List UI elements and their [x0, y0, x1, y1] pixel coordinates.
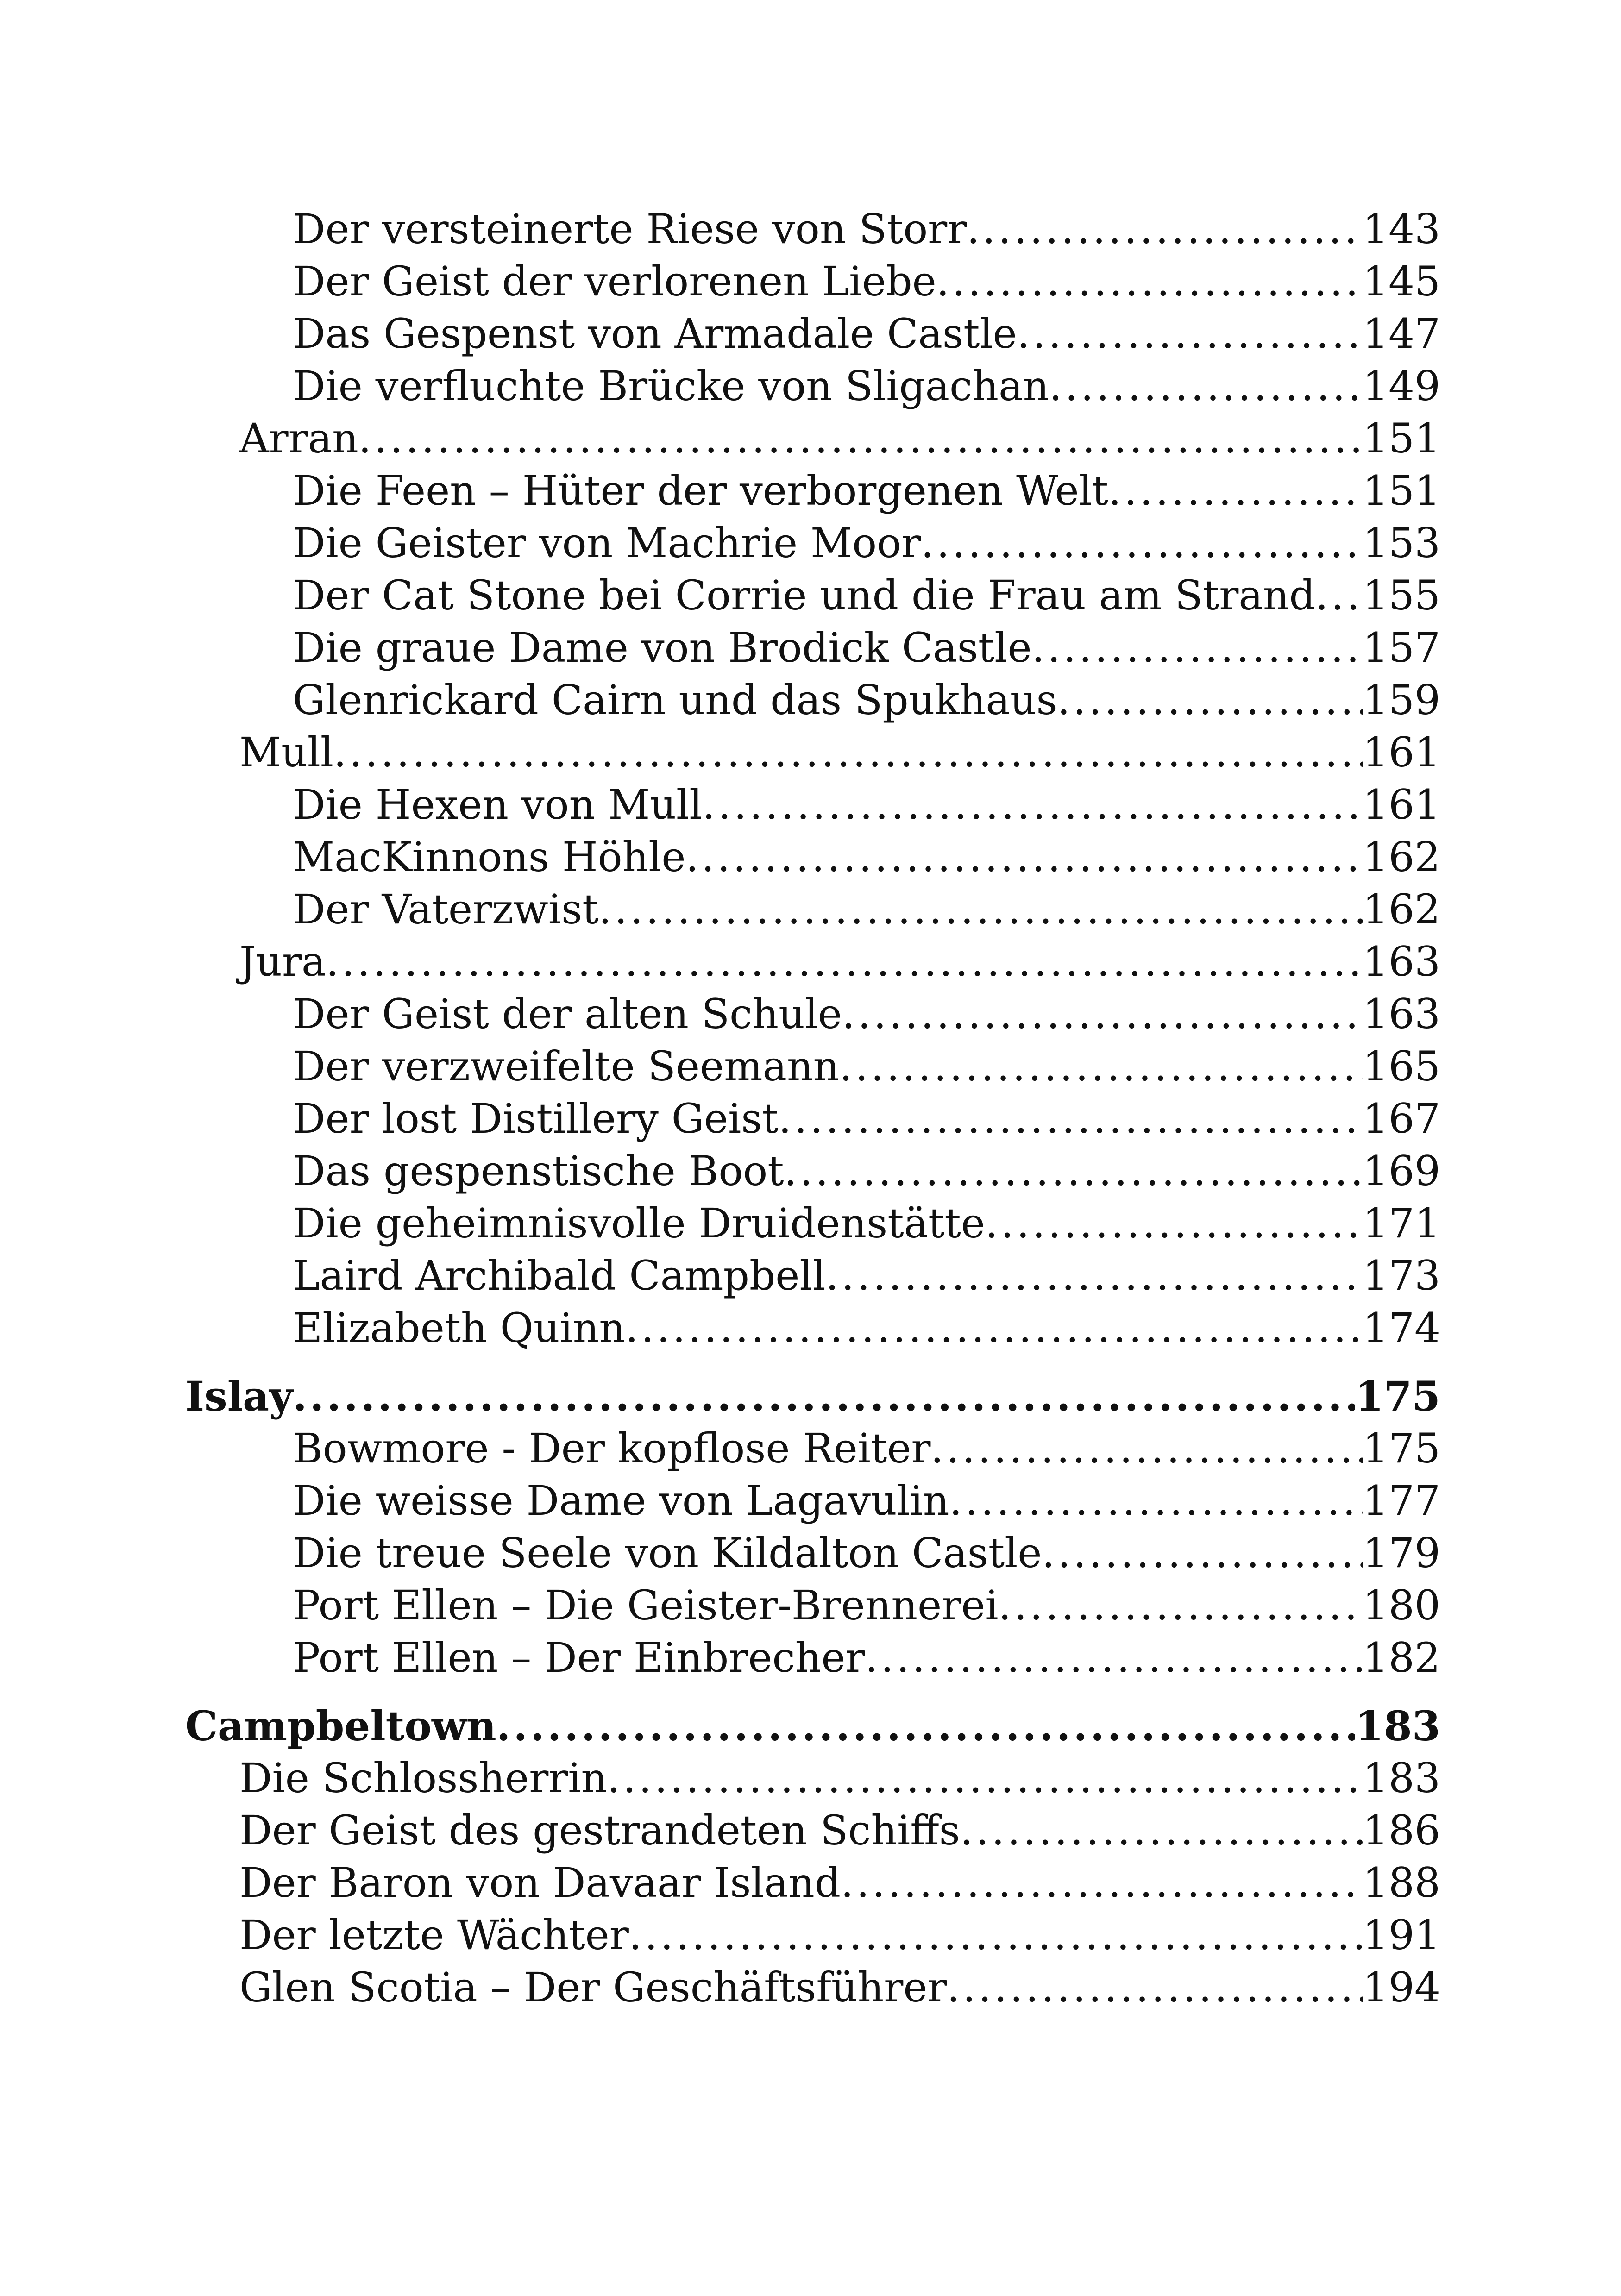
toc-entry [293, 1475, 1440, 1526]
dot-leader [921, 518, 1363, 569]
dot-leader [1032, 622, 1363, 673]
toc-entry-page-number: 159 [1363, 676, 1440, 724]
toc-entry-page-number: 162 [1363, 885, 1440, 933]
toc-entry-title: Arran [239, 414, 358, 462]
toc-entry-title: Die treue Seele von Kildalton Castle [293, 1529, 1042, 1577]
toc-entry-title: Glenrickard Cairn und das Spukhaus [293, 676, 1057, 724]
toc-entry-title: Port Ellen – Die Geister-Brennerei [293, 1581, 999, 1629]
dot-leader [826, 1250, 1363, 1301]
toc-entry-title: Port Ellen – Der Einbrecher [293, 1634, 865, 1681]
toc-entry [293, 1632, 1440, 1683]
dot-leader [1017, 308, 1363, 359]
dot-leader [985, 1198, 1363, 1249]
dot-leader [841, 1857, 1363, 1908]
toc-entry-page-number: 183 [1355, 1702, 1440, 1750]
toc-chapter-entry [185, 1700, 1440, 1751]
toc-entry [293, 1580, 1440, 1631]
toc-entry [239, 1910, 1440, 1961]
toc-entry [293, 465, 1440, 516]
toc-entry-title: Der Geist der verlorenen Liebe [293, 257, 936, 305]
toc-entry-page-number: 169 [1363, 1147, 1440, 1195]
toc-entry-title: Islay [185, 1372, 293, 1420]
toc-entry [293, 570, 1440, 621]
toc-entry-page-number: 177 [1363, 1477, 1440, 1524]
toc-entry [293, 1198, 1440, 1249]
toc-entry-page-number: 171 [1363, 1199, 1440, 1247]
toc-entry [293, 622, 1440, 673]
toc-entry [293, 1250, 1440, 1301]
toc-entry [293, 1146, 1440, 1197]
dot-leader [702, 779, 1363, 830]
toc-entry-page-number: 186 [1363, 1807, 1440, 1854]
toc-entry [293, 308, 1440, 359]
toc-entry-page-number: 149 [1363, 362, 1440, 410]
toc-entry [293, 1528, 1440, 1579]
toc-entry [239, 413, 1440, 464]
toc-entry-page-number: 165 [1363, 1042, 1440, 1090]
dot-leader [293, 1371, 1355, 1422]
dot-leader [1042, 1528, 1363, 1579]
toc-entry [293, 1041, 1440, 1092]
dot-leader [598, 884, 1363, 935]
dot-leader [1049, 361, 1363, 412]
toc-entry-title: Die Schlossherrin [239, 1754, 608, 1802]
toc-chapter-entry [185, 1371, 1440, 1422]
toc-entry [293, 518, 1440, 569]
dot-leader [865, 1632, 1363, 1683]
toc-entry-page-number: 175 [1355, 1372, 1440, 1420]
toc-entry-page-number: 191 [1363, 1911, 1440, 1959]
toc-entry-page-number: 161 [1363, 781, 1440, 828]
toc-entry-page-number: 163 [1363, 938, 1440, 985]
toc-entry [293, 204, 1440, 255]
dot-leader [998, 1580, 1363, 1631]
toc-entry-page-number: 167 [1363, 1095, 1440, 1142]
toc-entry [293, 884, 1440, 935]
toc-entry-title: Mull [239, 728, 334, 776]
toc-entry-title: Die weisse Dame von Lagavulin [293, 1477, 949, 1524]
toc-entry [239, 1753, 1440, 1804]
toc-entry [239, 936, 1440, 987]
toc-entry-page-number: 188 [1363, 1859, 1440, 1907]
toc-entry-title: Der lost Distillery Geist [293, 1095, 779, 1142]
toc-entry-page-number: 163 [1363, 990, 1440, 1038]
toc-entry-title: Das gespenstische Boot [293, 1147, 784, 1195]
toc-entry [239, 1805, 1440, 1856]
toc-entry-page-number: 151 [1363, 414, 1440, 462]
toc-entry-title: Bowmore - Der kopflose Reiter [293, 1424, 931, 1472]
dot-leader [1315, 570, 1363, 621]
toc-entry-title: Der Baron von Davaar Island [239, 1859, 841, 1907]
dot-leader [784, 1146, 1363, 1197]
toc-entry-title: Die geheimnisvolle Druidenstätte [293, 1199, 985, 1247]
toc-entry-page-number: 180 [1363, 1581, 1440, 1629]
dot-leader [333, 727, 1363, 778]
toc-entry-page-number: 145 [1363, 257, 1440, 305]
toc-entry-title: Glen Scotia – Der Geschäftsführer [239, 1964, 947, 2011]
toc-entry-page-number: 174 [1363, 1304, 1440, 1352]
toc-entry-page-number: 143 [1363, 205, 1440, 253]
dot-leader [326, 936, 1363, 987]
dot-leader [960, 1805, 1363, 1856]
toc-entry-title: Der verzweifelte Seemann [293, 1042, 840, 1090]
dot-leader [779, 1093, 1363, 1144]
toc-entry-title: Die Hexen von Mull [293, 781, 703, 828]
toc-entry-title: Campbeltown [185, 1702, 496, 1750]
dot-leader [629, 1910, 1363, 1961]
dot-leader [1057, 675, 1363, 726]
toc-entry-title: Die graue Dame von Brodick Castle [293, 624, 1032, 671]
toc-entry-page-number: 157 [1363, 624, 1440, 671]
toc-entry-title: Die verfluchte Brücke von Sligachan [293, 362, 1049, 410]
dot-leader [967, 204, 1363, 255]
toc-entry-title: Der Geist des gestrandeten Schiffs [239, 1807, 960, 1854]
toc-entry-title: Die Geister von Machrie Moor [293, 519, 921, 567]
toc-entry-page-number: 161 [1363, 728, 1440, 776]
toc-entry-title: Laird Archibald Campbell [293, 1252, 826, 1299]
toc-entry-title: MacKinnons Höhle [293, 833, 686, 881]
dot-leader [947, 1962, 1363, 2013]
toc-entry-page-number: 179 [1363, 1529, 1440, 1577]
dot-leader [839, 1041, 1363, 1092]
toc-entry-title: Jura [239, 938, 326, 985]
dot-leader [930, 1423, 1363, 1474]
dot-leader [625, 1303, 1363, 1354]
dot-leader [358, 413, 1363, 464]
dot-leader [686, 832, 1363, 883]
toc-entry-page-number: 155 [1363, 571, 1440, 619]
toc-entry [293, 832, 1440, 883]
toc-entry [293, 256, 1440, 307]
dot-leader [936, 256, 1363, 307]
toc-entry-title: Der Cat Stone bei Corrie und die Frau am Strand [293, 571, 1315, 619]
toc-entry [293, 361, 1440, 412]
toc-entry [293, 779, 1440, 830]
toc-entry-page-number: 162 [1363, 833, 1440, 881]
toc-entry-title: Der letzte Wächter [239, 1911, 629, 1959]
toc-entry-page-number: 175 [1363, 1424, 1440, 1472]
toc-entry [293, 1303, 1440, 1354]
toc-entry-title: Das Gespenst von Armadale Castle [293, 310, 1017, 358]
dot-leader [496, 1700, 1356, 1751]
toc-entry [293, 989, 1440, 1040]
toc-entry-title: Der Geist der alten Schule [293, 990, 842, 1038]
toc-entry-page-number: 147 [1363, 310, 1440, 358]
toc-entry [293, 1423, 1440, 1474]
dot-leader [1108, 465, 1363, 516]
toc-entry-page-number: 153 [1363, 519, 1440, 567]
toc-entry-page-number: 173 [1363, 1252, 1440, 1299]
toc-entry [293, 675, 1440, 726]
toc-entry-page-number: 151 [1363, 467, 1440, 514]
toc-entry-title: Der versteinerte Riese von Storr [293, 205, 967, 253]
toc-entry [239, 1857, 1440, 1908]
toc-entry-page-number: 182 [1363, 1634, 1440, 1681]
dot-leader [949, 1475, 1363, 1526]
toc-entry [239, 1962, 1440, 2013]
dot-leader [842, 989, 1363, 1040]
toc-entry-page-number: 183 [1363, 1754, 1440, 1802]
dot-leader [607, 1753, 1363, 1804]
toc-entry-title: Der Vaterzwist [293, 885, 599, 933]
toc-entry [293, 1093, 1440, 1144]
toc-entry-title: Die Feen – Hüter der verborgenen Welt [293, 467, 1109, 514]
toc-entry-title: Elizabeth Quinn [293, 1304, 626, 1352]
toc-entry [239, 727, 1440, 778]
toc-entry-page-number: 194 [1363, 1964, 1440, 2011]
